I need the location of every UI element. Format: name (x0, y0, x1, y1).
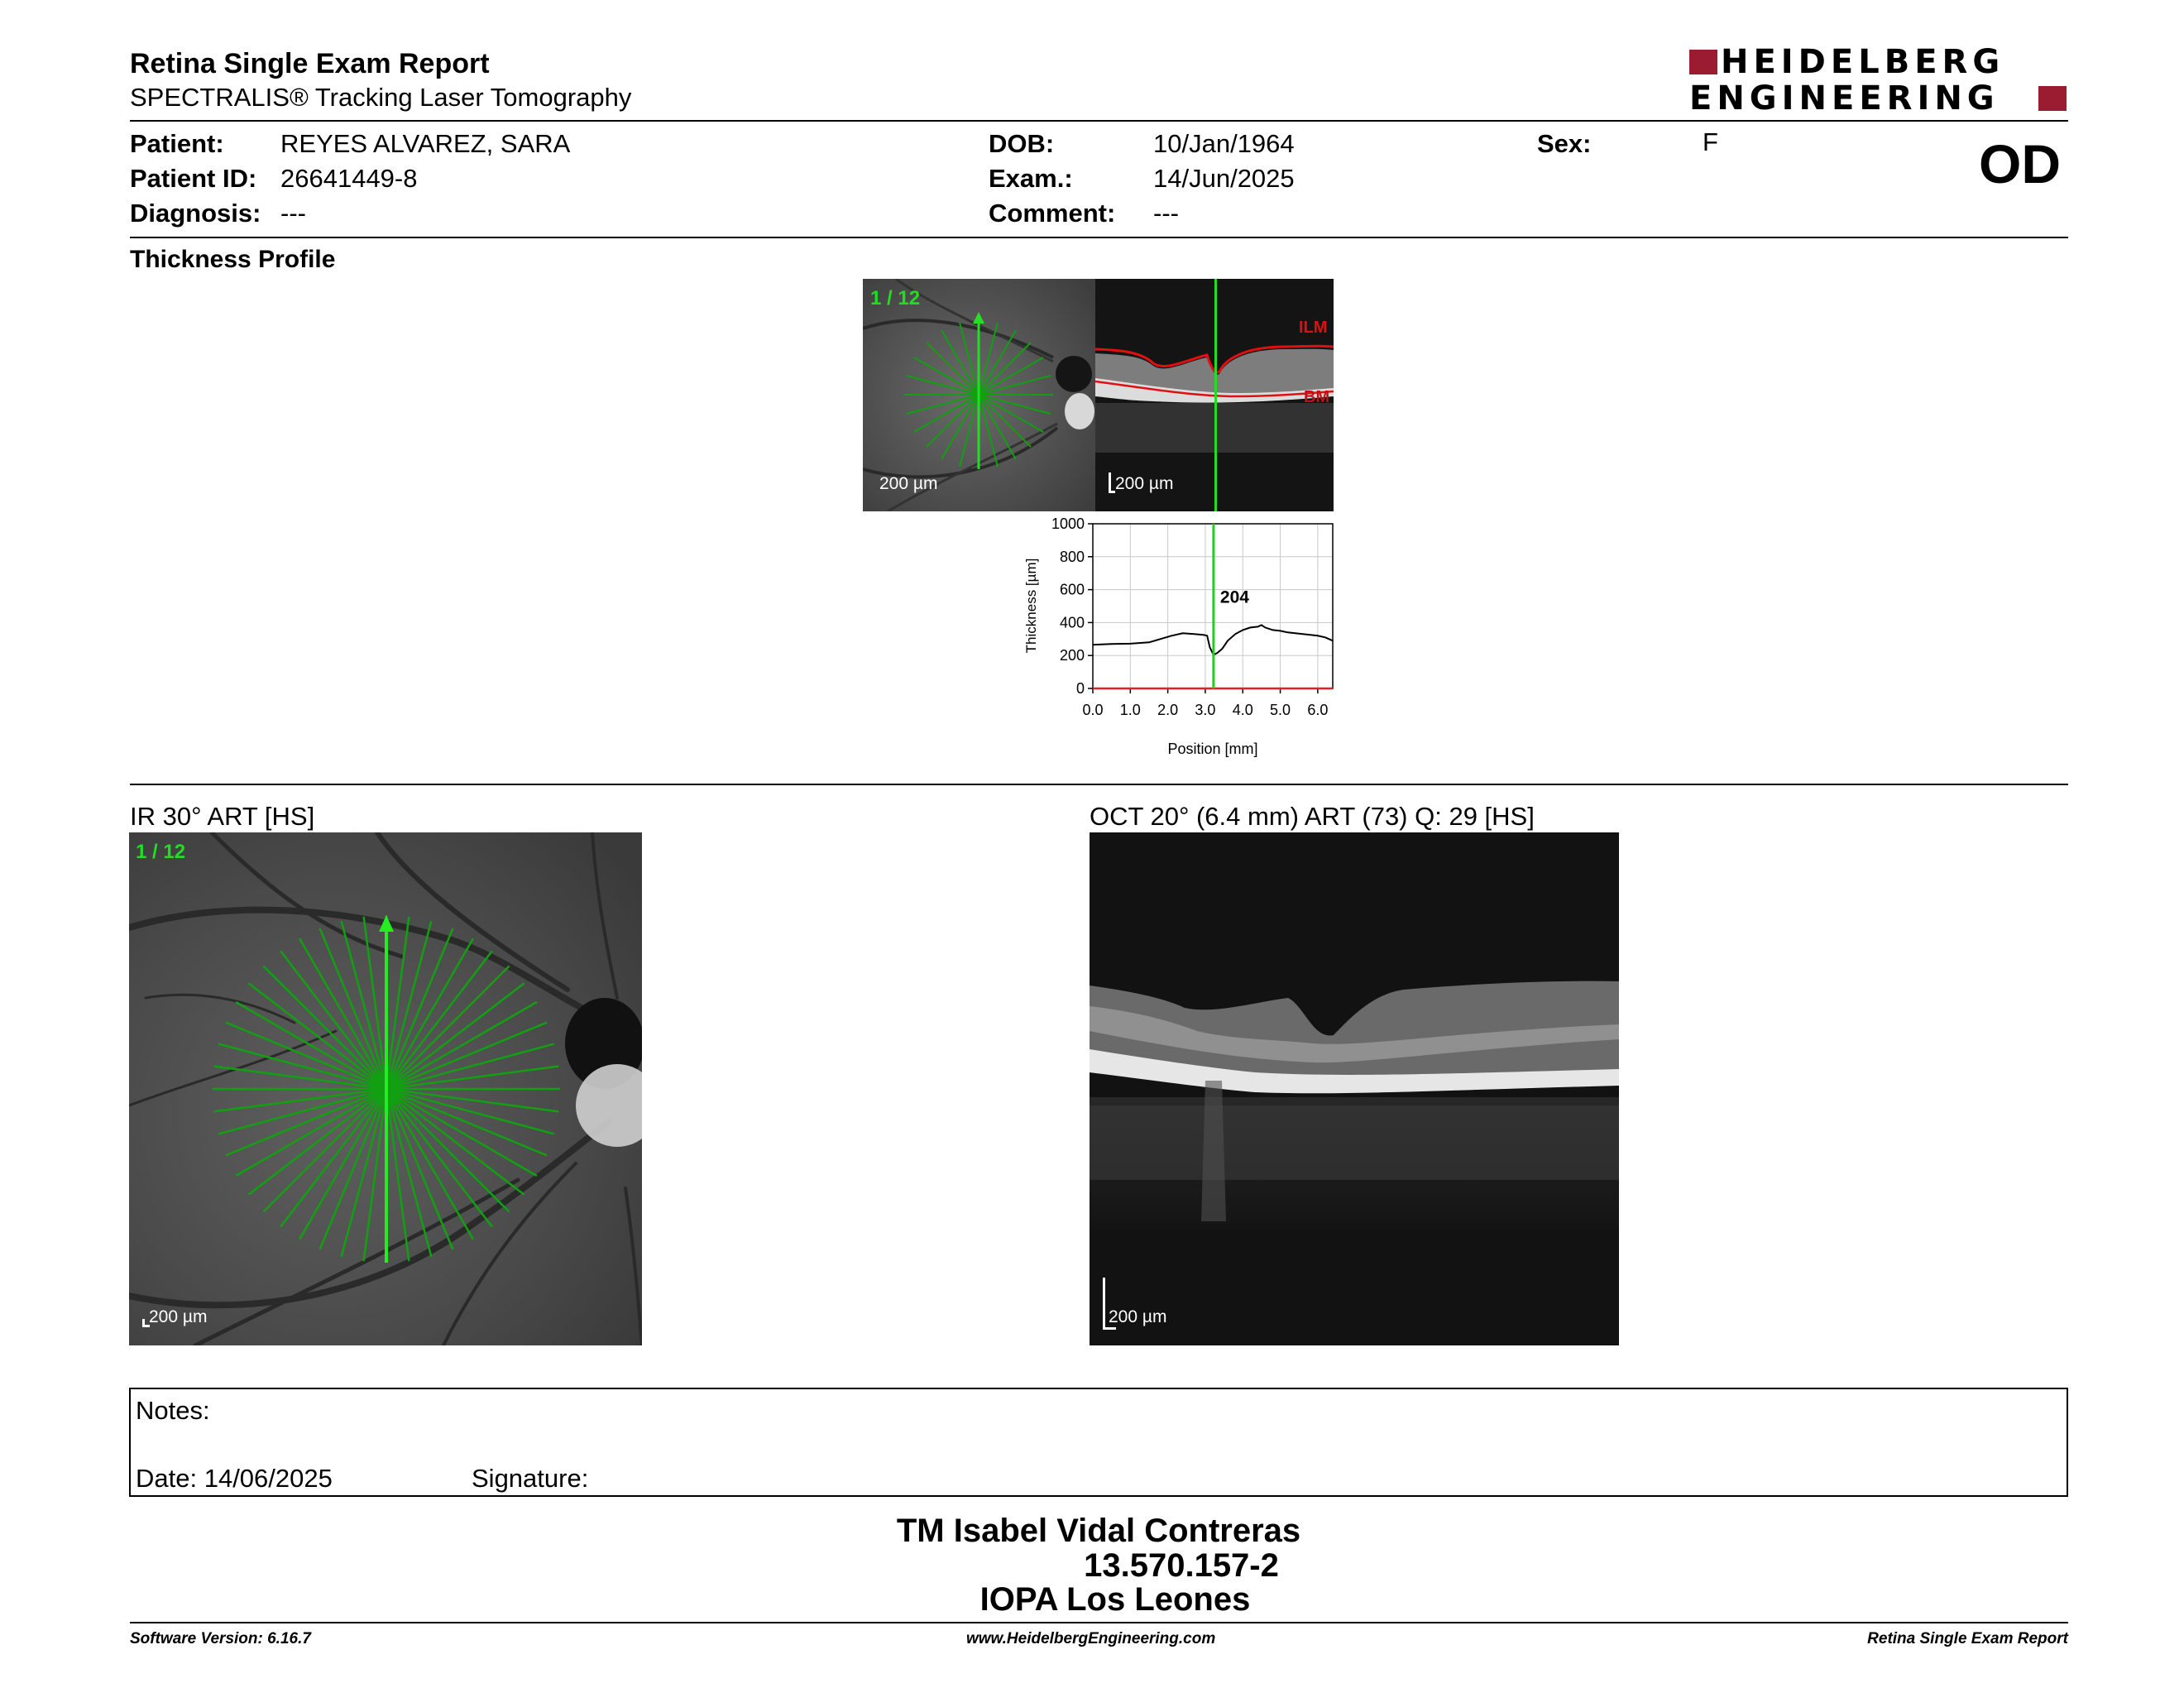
diagnosis-label: Diagnosis: (130, 199, 261, 228)
bm-label: BM (1304, 388, 1330, 406)
chart-y-axis-label: Thickness [µm] (1023, 558, 1039, 654)
ir-scan-index: 1 / 12 (136, 841, 186, 863)
diagnosis-value: --- (280, 199, 306, 228)
patient-name: REYES ALVAREZ, SARA (280, 129, 571, 158)
ir-scale-label: 200 µm (149, 1307, 208, 1326)
heidelberg-logo (1688, 43, 2068, 117)
chart-cursor-value: 204 (1219, 587, 1249, 607)
signer-name: TM Isabel Vidal Contreras (896, 1513, 1301, 1549)
oct-scale-label: 200 µm (1109, 1307, 1167, 1326)
chart-y-tick-label: 600 (1059, 581, 1085, 598)
chart-y-tick-label: 400 (1059, 614, 1085, 631)
chart-x-tick-label: 2.0 (1157, 702, 1179, 718)
ir-image (129, 832, 642, 1345)
sex-value: F (1703, 127, 1718, 156)
patient-id-label: Patient ID: (130, 164, 257, 193)
exam-value: 14/Jun/2025 (1153, 164, 1295, 193)
thickness-divider (130, 784, 2068, 785)
logo-line1: HEIDELBERG (1721, 43, 2005, 81)
sex-label: Sex: (1537, 129, 1592, 158)
footer-report-name: Retina Single Exam Report (1867, 1630, 2068, 1647)
logo-square-top (1689, 50, 1717, 74)
patient-divider (130, 237, 2068, 238)
footer-divider (130, 1622, 2068, 1623)
chart-y-tick-label: 200 (1059, 647, 1085, 664)
eye-indicator: OD (1979, 133, 2061, 194)
logo-line2: ENGINEERING (1689, 79, 2000, 117)
ir-image-caption: IR 30° ART [HS] (130, 802, 315, 831)
report-title: Retina Single Exam Report (130, 48, 490, 79)
thickness-profile-title: Thickness Profile (130, 246, 336, 273)
thumbnail-scan-index: 1 / 12 (870, 287, 921, 309)
signer-institution: IOPA Los Leones (979, 1581, 1251, 1618)
chart-x-tick-label: 4.0 (1232, 702, 1253, 718)
chart-x-ticks (1082, 688, 1328, 718)
patient-id: 26641449-8 (280, 164, 418, 193)
chart-x-tick-label: 0.0 (1082, 702, 1104, 718)
comment-label: Comment: (989, 199, 1116, 228)
logo-square-bottom (2038, 86, 2067, 111)
chart-x-tick-label: 3.0 (1195, 702, 1216, 718)
chart-x-tick-label: 5.0 (1270, 702, 1291, 718)
thickness-oct-thumbnail (1095, 279, 1334, 511)
oct-image-caption: OCT 20° (6.4 mm) ART (73) Q: 29 [HS] (1090, 802, 1535, 831)
oct-scale-bar-icon (1103, 1278, 1105, 1329)
chart-y-tick-label: 800 (1059, 548, 1085, 565)
oct-thumbnail-scale-base (1109, 491, 1115, 493)
oct-scale-bar-base (1103, 1327, 1116, 1330)
signature-label: Signature: (472, 1464, 589, 1493)
chart-x-tick-label: 1.0 (1119, 702, 1141, 718)
thumbnail-scale-bar: 200 µm (879, 474, 938, 493)
oct-thumbnail-cursor (1214, 279, 1217, 511)
chart-x-tick-label: 6.0 (1307, 702, 1329, 718)
report-subtitle: SPECTRALIS® Tracking Laser Tomography (130, 83, 632, 112)
oct-image (1090, 832, 1619, 1345)
notes-date: Date: 14/06/2025 (136, 1464, 333, 1493)
dob-label: DOB: (989, 129, 1055, 158)
chart-y-tick-label: 0 (1075, 680, 1085, 697)
chart-x-axis-label: Position [mm] (1167, 741, 1258, 757)
ir-fundus-image (129, 832, 642, 1345)
oct-thumbnail-scale-bar (1109, 472, 1111, 492)
comment-value: --- (1153, 199, 1179, 228)
notes-label: Notes: (136, 1396, 210, 1425)
chart-y-ticks (1051, 516, 1093, 697)
ilm-label: ILM (1299, 319, 1328, 337)
footer-software-version: Software Version: 6.16.7 (130, 1630, 311, 1647)
thickness-chart (1018, 513, 1348, 761)
thickness-ir-thumbnail (863, 279, 1095, 511)
footer-website: www.HeidelbergEngineering.com (966, 1630, 1216, 1647)
patient-label: Patient: (130, 129, 224, 158)
oct-thumbnail-scale-label: 200 µm (1115, 474, 1174, 493)
chart-y-tick-label: 1000 (1051, 516, 1085, 532)
oct-bscan-image (1090, 832, 1619, 1345)
dob-value: 10/Jan/1964 (1153, 129, 1295, 158)
signer-id: 13.570.157-2 (1084, 1547, 1279, 1584)
notes-box (129, 1388, 2068, 1497)
header-divider (130, 120, 2068, 122)
exam-label: Exam.: (989, 164, 1073, 193)
